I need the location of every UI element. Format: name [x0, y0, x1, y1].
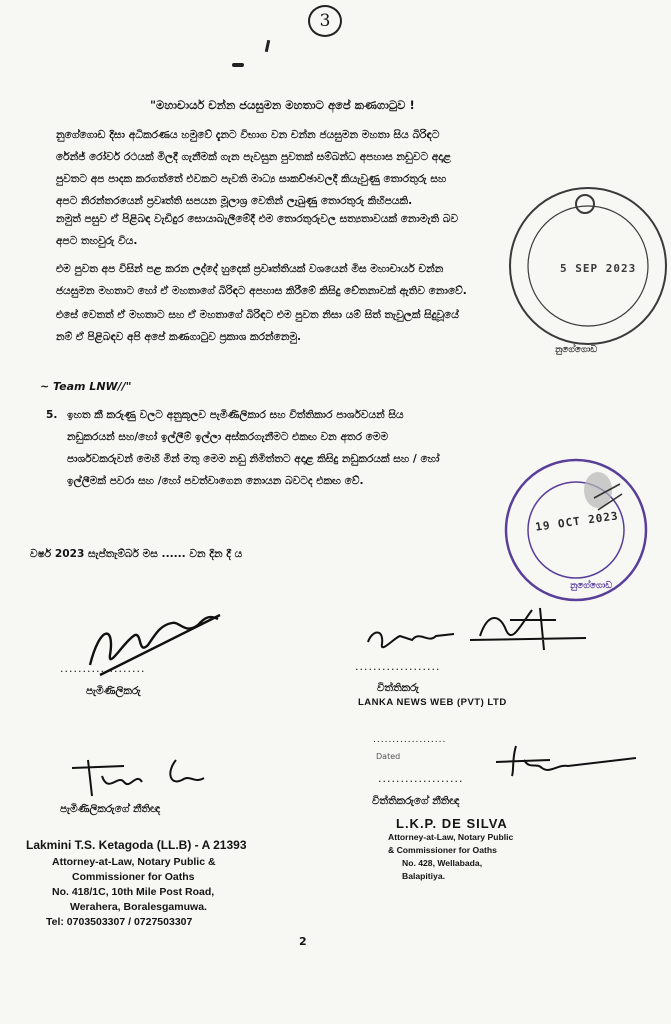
text-line: එම පුවත අප විසින් පළ කරන ලද්දේ හුදෙක් ප්‍රවෘත්තියක් වශයෙන් මිස මහාචාර්ය චන්න	[56, 263, 444, 275]
lawyer-detail-line: Balapitiya.	[402, 871, 445, 881]
plaintiff-lawyer-name: Lakmini T.S. Ketagoda (LL.B) - A 21393	[26, 838, 247, 852]
defendant-signature	[360, 600, 590, 662]
defendant-lawyer-label: විත්තිකරුගේ නීතිඥ	[372, 795, 460, 807]
text-line: අපට නිරන්තරයෙන් ප්‍රවෘත්ති සපයන මූලාශ්‍ර වෙතින් ලැබුණු තොරතුරු කිහිපයකි.	[56, 195, 413, 207]
dated-label: Dated	[376, 752, 401, 761]
text-line: නුගේගොඩ දිසා අධිකරණය හමුවේ දැනට විභාග වන චන්න ජයසුමන මහතා සිය බිරිඳට	[56, 129, 440, 141]
stamp-1-text: නුගේගොඩ	[555, 345, 598, 355]
text-line: රේන්ජ් රෝවර් රථයක් මිලදී ගැනීමක් ගැන පැවසුන පුවතක් සම්බන්ධ අපහාස නඩුවට අදාළ	[56, 151, 452, 163]
pen-mark	[265, 40, 270, 52]
clause-number: 5.	[46, 409, 58, 421]
lawyer-detail-line: No. 428, Wellabada,	[402, 858, 483, 868]
lawyer-detail-line: No. 418/1C, 10th Mile Post Road,	[52, 886, 215, 898]
defendant-lawyer-block	[388, 816, 513, 883]
lawyer-detail-line: Tel: 0703503307 / 0727503307	[46, 916, 193, 928]
lawyer-detail-line: Werahera, Boralesgamuwa.	[70, 901, 207, 913]
plaintiff-lawyer-signature	[66, 752, 216, 802]
stamp-2-text: නුගේගොඩ	[570, 581, 613, 591]
defendant-company-name: LANKA NEWS WEB (PVT) LTD	[358, 697, 507, 708]
text-line: ජයසුමන මහතාට හෝ ඒ මහතාගේ බිරිඳට අපහාස කිරීමේ කිසිදු චේතනාවක් ඇතිව නොවේ.	[56, 285, 467, 297]
text-line: නඩුකරයන් සහ/හෝ ඉල්ලීම් ඉල්ලා අස්කරගැනීමට එකඟ වන අතර මෙම	[67, 431, 389, 443]
text-line: ඉල්ලීමක් පවරා සහ /හෝ පවත්වාගෙන නොයන බවටද එකඟ වේ.	[67, 475, 364, 487]
page-sequence-number: 3	[308, 5, 342, 37]
notice-paragraph-3	[56, 258, 616, 302]
page-number: 2	[299, 935, 307, 948]
notice-paragraph-2	[56, 208, 616, 252]
date-line: වර්ෂ 2023 සැප්තැම්බර් මස ...... වන දින දී ය	[30, 548, 243, 560]
text-line: පුවතට අප පාදක කරගත්තේ එවකට පැවති මාධ්‍ය සාකච්ඡාවලදී කියැවුණු තොරතුරු සහ	[56, 173, 447, 185]
text-line: පාර්ශවකරුවන් මෙහි මින් මතු මෙම නඩු නිමිත්තට අදාළ කිසිදු නඩුකරයක් සහ / හෝ	[67, 453, 440, 465]
text-line: නමුත් පසුව ඒ පිළිබඳ වැඩිදුර සොයාබැලීමේදී එම තොරතුරුවල සත්‍යතාවයක් නොමැති බව	[56, 213, 459, 225]
defendant-lawyer-signature	[490, 740, 640, 780]
defendant-label: විත්තිකරු	[377, 682, 419, 694]
plaintiff-lawyer-label: පැමිණිලිකරුගේ නීතිඥ	[60, 803, 161, 815]
text-line: නම් ඒ පිළිබඳව අපි අපේ කණගාටුව ප්‍රකාශ කරන්නෙමු.	[56, 331, 302, 343]
plaintiff-label: පැමිණිලිකරු	[86, 685, 141, 697]
plaintiff-lawyer-block	[26, 838, 247, 930]
lawyer-detail-line: & Commissioner for Oaths	[388, 845, 497, 855]
stamp-1-date: 5 SEP 2023	[560, 262, 637, 275]
text-line: ඉහත කී කරුණු වලට අනුකූලව පැමිණිලිකාර සහ විත්තිකාර පාර්ශවයන් සිය	[67, 409, 404, 421]
notice-paragraph-4	[56, 304, 616, 348]
defendant-lawyer-name: L.K.P. DE SILVA	[396, 816, 508, 831]
defendant-lawyer-dots-top: ...................	[373, 735, 447, 745]
lawyer-detail-line: Attorney-at-Law, Notary Public &	[52, 856, 216, 868]
stamp-2-date: 19 OCT 2023	[534, 509, 620, 534]
clause-5-text	[67, 404, 619, 492]
lawyer-detail-line: Commissioner for Oaths	[72, 871, 195, 883]
defendant-lawyer-signature-line: ...................	[378, 772, 464, 785]
lawyer-detail-line: Attorney-at-Law, Notary Public	[388, 832, 514, 842]
defendant-signature-line: ...................	[355, 660, 441, 673]
notice-heading: "මහාචාර්ය චන්න ජයසුමන මහතාට අපේ කණගාටුව !	[150, 98, 415, 112]
team-signoff: ~ Team LNW//"	[40, 380, 132, 393]
plaintiff-signature-line: ...................	[60, 662, 146, 675]
notice-paragraph-1	[56, 124, 616, 212]
pen-mark	[232, 63, 244, 67]
text-line: එසේ වෙතත් ඒ මහතාට සහ ඒ මහතාගේ බිරිඳට එම පුවත නිසා යම් සිත් තැවුලක් සිදුවූයේ	[56, 309, 459, 321]
text-line: අපට තහවුරු විය.	[56, 235, 138, 247]
